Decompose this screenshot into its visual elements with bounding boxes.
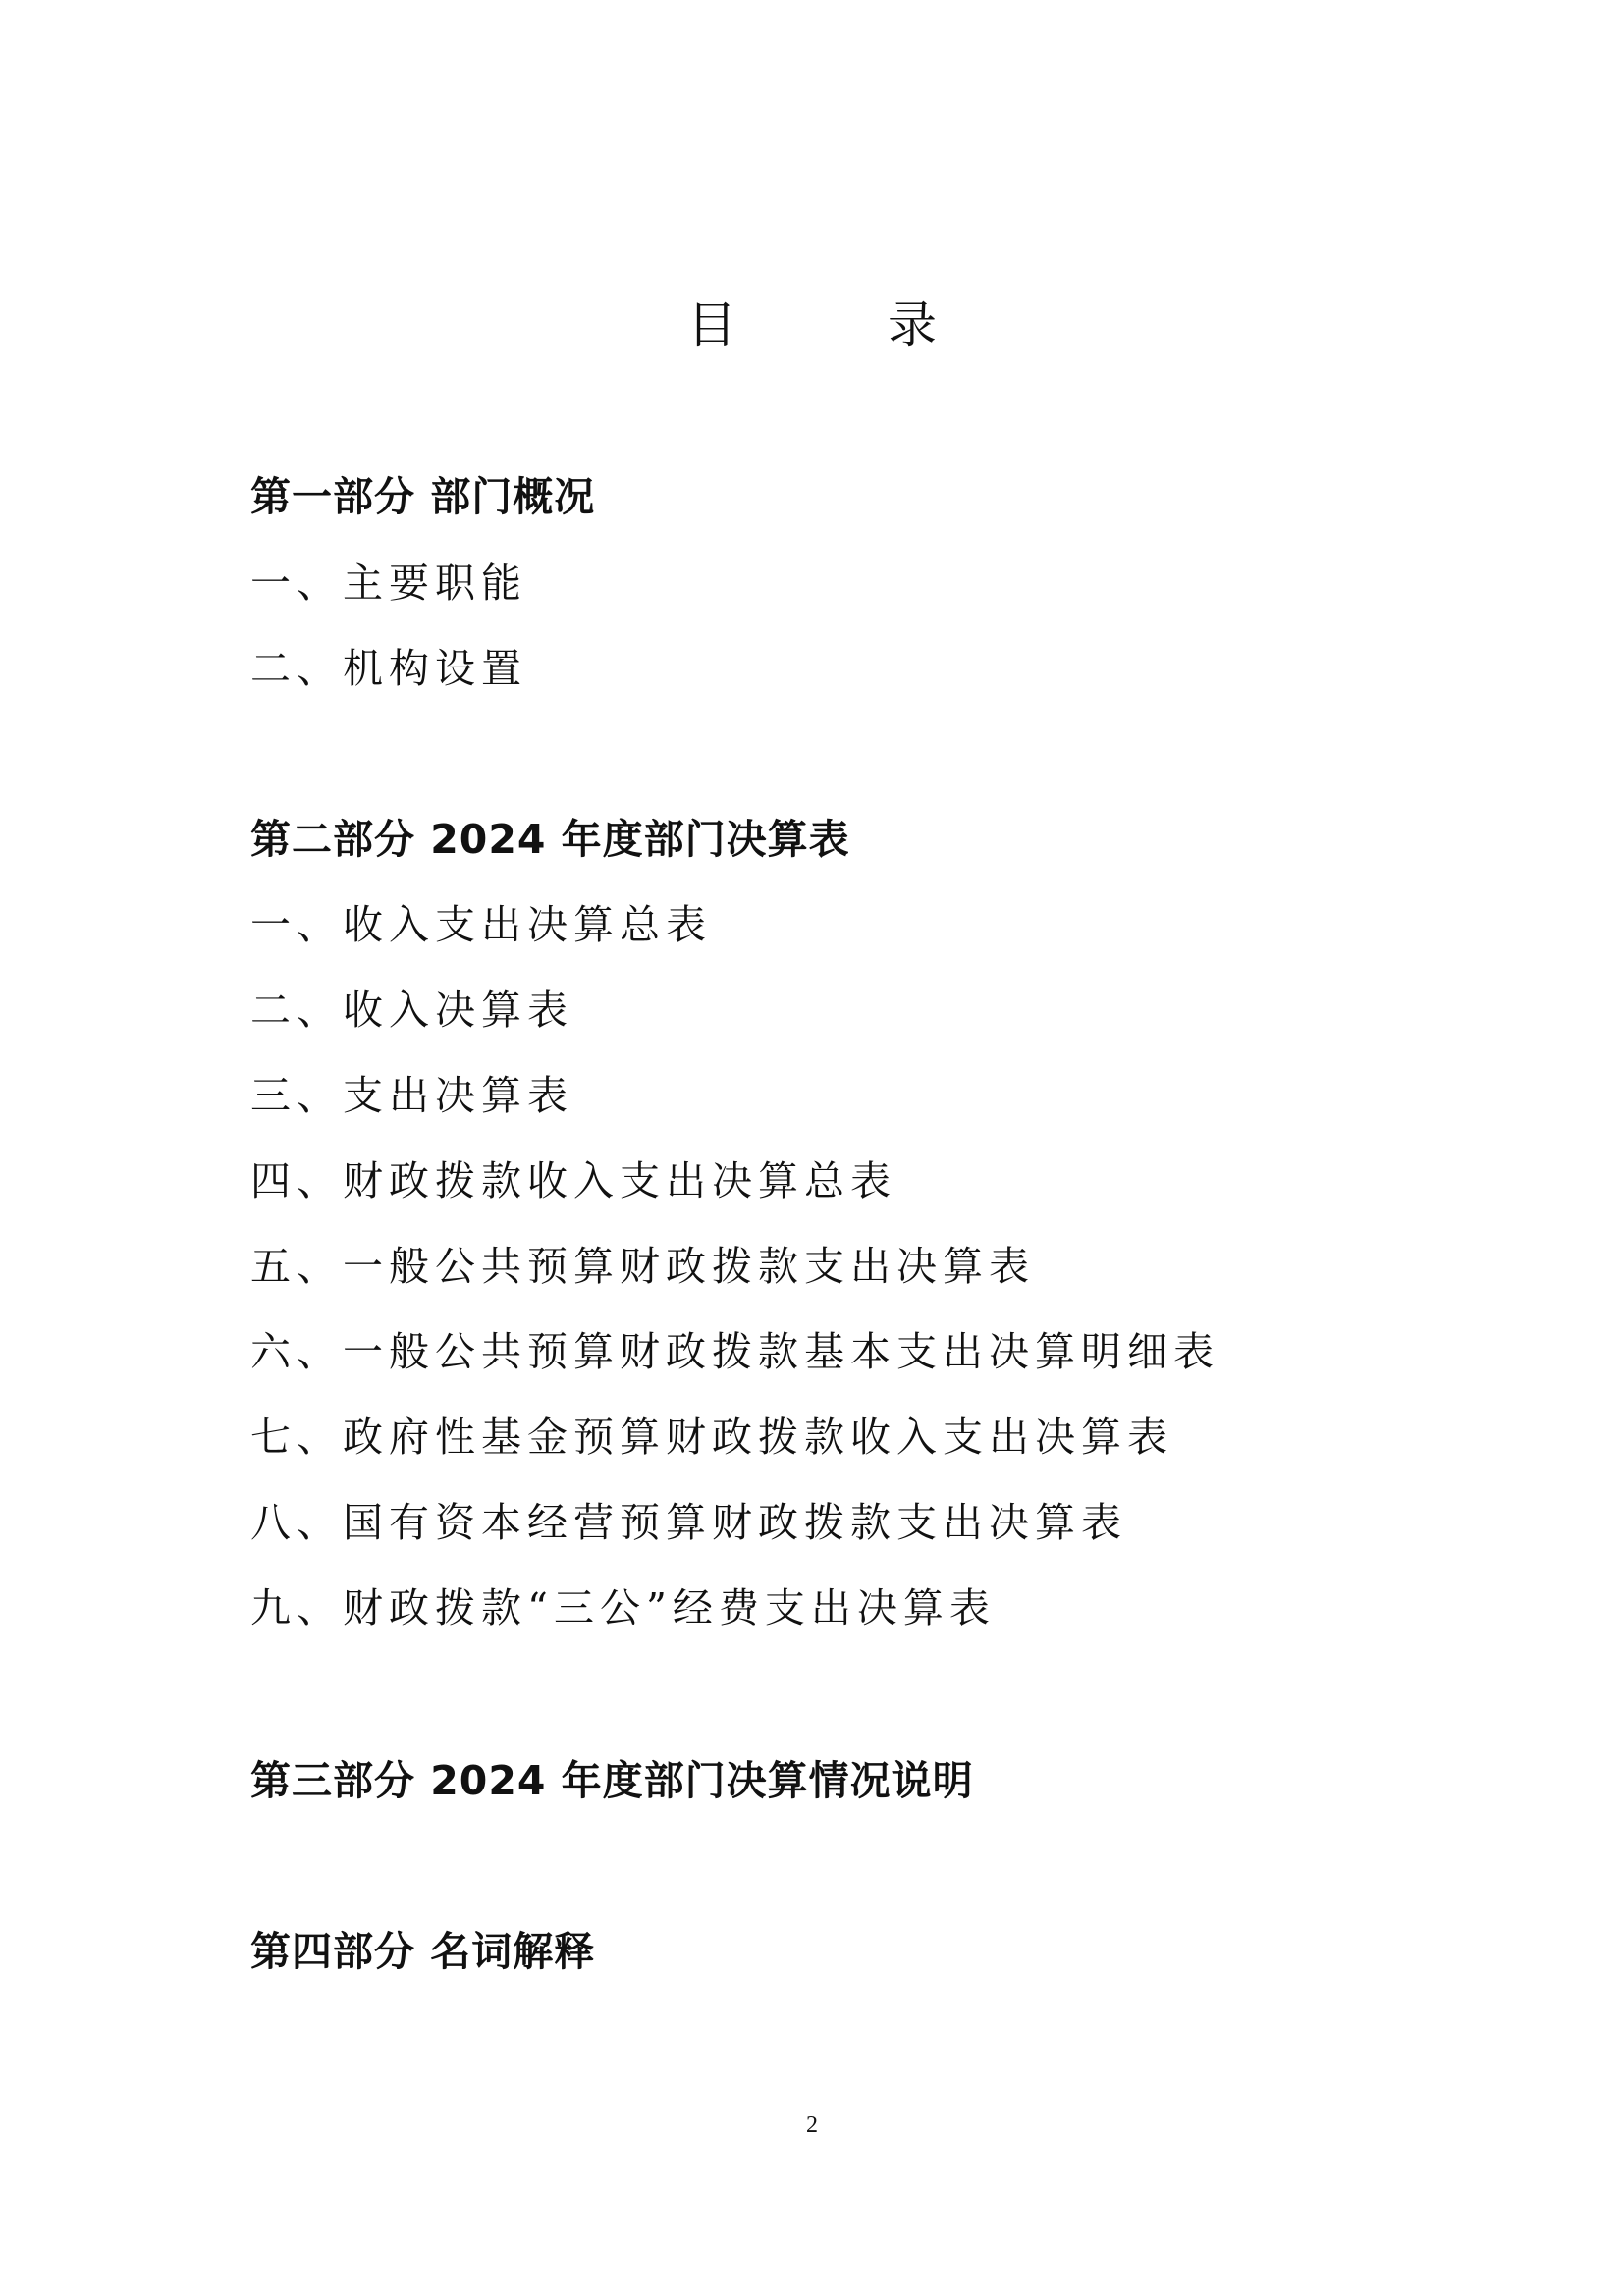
toc-item[interactable]: 九、财政拨款“三公”经费支出决算表 — [250, 1584, 996, 1631]
toc-item[interactable]: 三、支出决算表 — [250, 1072, 573, 1119]
toc-item[interactable]: 一、收入支出决算总表 — [250, 901, 712, 948]
toc-item[interactable]: 七、政府性基金预算财政拨款收入支出决算表 — [250, 1414, 1173, 1461]
page-number: 2 — [806, 2112, 818, 2138]
toc-section-2-heading[interactable]: 第二部分 2024 年度部门决算表 — [250, 816, 850, 863]
toc-section-3-heading[interactable]: 第三部分 2024 年度部门决算情况说明 — [250, 1757, 974, 1804]
toc-section-1-heading[interactable]: 第一部分 部门概况 — [250, 473, 596, 520]
toc-item[interactable]: 二、收入决算表 — [250, 987, 573, 1034]
toc-item[interactable]: 二、机构设置 — [250, 645, 527, 692]
toc-item[interactable]: 一、主要职能 — [250, 560, 527, 607]
page-title: 目 录 — [687, 296, 988, 353]
toc-item[interactable]: 四、财政拨款收入支出决算总表 — [250, 1157, 896, 1204]
toc-item[interactable]: 八、国有资本经营预算财政拨款支出决算表 — [250, 1499, 1127, 1546]
toc-item[interactable]: 五、一般公共预算财政拨款支出决算表 — [250, 1243, 1035, 1290]
toc-item[interactable]: 六、一般公共预算财政拨款基本支出决算明细表 — [250, 1328, 1219, 1375]
toc-section-4-heading[interactable]: 第四部分 名词解释 — [250, 1928, 596, 1975]
